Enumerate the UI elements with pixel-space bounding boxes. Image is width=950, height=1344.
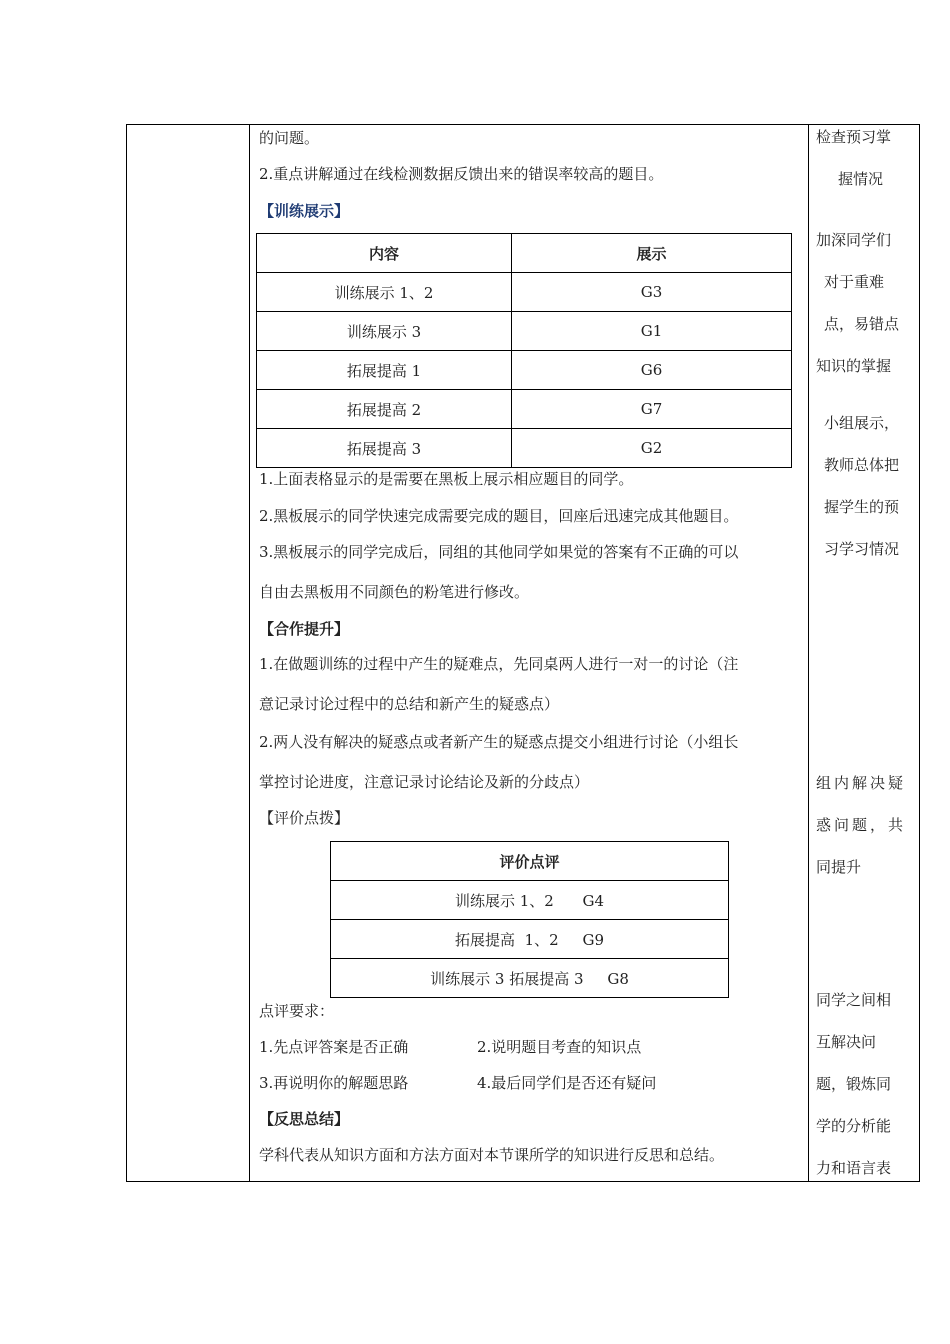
section-coop-heading: 【合作提升】 (259, 620, 350, 638)
side-note-line: 组内解决疑 (816, 774, 907, 792)
eval-requirement: 1.先点评答案是否正确 (259, 1038, 409, 1056)
side-note-line: 握学生的预 (824, 498, 900, 516)
column-divider-1 (249, 124, 250, 1181)
eval-table (330, 841, 729, 998)
side-note-line: 检查预习掌 (816, 128, 892, 146)
side-note-3 (816, 402, 916, 570)
side-note-line: 惑问题，共 (816, 816, 907, 834)
eval-table-header: 评价点评 (331, 842, 729, 881)
table-cell: G1 (512, 312, 792, 351)
side-note-line: 对于重难 (824, 273, 885, 291)
side-note-line: 力和语言表 (816, 1159, 892, 1177)
table-cell: 训练展示 1、2 (257, 273, 512, 312)
side-note-line: 点，易错点 (824, 315, 900, 333)
side-note-line: 加深同学们 (816, 231, 892, 249)
table-cell: 训练展示 3 (257, 312, 512, 351)
coop-note: 1.在做题训练的过程中产生的疑难点，先同桌两人进行一对一的讨论（注 (259, 655, 739, 673)
side-note-line: 学的分析能 (816, 1117, 892, 1135)
train-note: 2.黑板展示的同学快速完成需要完成的题目，回座后迅速完成其他题目。 (259, 507, 739, 525)
table-cell: 拓展提高 1 (257, 351, 512, 390)
side-note-4 (816, 762, 916, 888)
side-note-line: 同学之间相 (816, 991, 892, 1009)
training-table-header-show: 展示 (512, 234, 792, 273)
continued-text: 的问题。 (259, 129, 320, 147)
training-table-header-content: 内容 (257, 234, 512, 273)
side-note-line: 教师总体把 (824, 456, 900, 474)
coop-note: 掌控讨论进度，注意记录讨论结论及新的分歧点） (259, 773, 590, 791)
key-point-text: 2.重点讲解通过在线检测数据反馈出来的错误率较高的题目。 (259, 165, 664, 183)
train-note: 自由去黑板用不同颜色的粉笔进行修改。 (259, 583, 530, 601)
coop-note: 意记录讨论过程中的总结和新产生的疑惑点） (259, 695, 560, 713)
section-eval-heading: 【评价点拨】 (259, 809, 350, 827)
table-cell: 训练展示 1、2 G4 (331, 881, 729, 920)
table-cell: G3 (512, 273, 792, 312)
side-note-line: 题，锻炼同 (816, 1075, 892, 1093)
side-note-line: 互解决问 (816, 1033, 877, 1051)
train-note: 1.上面表格显示的是需要在黑板上展示相应题目的同学。 (259, 470, 634, 488)
side-note-line: 同提升 (816, 858, 862, 876)
table-cell: G6 (512, 351, 792, 390)
table-cell: G7 (512, 390, 792, 429)
coop-note: 2.两人没有解决的疑惑点或者新产生的疑惑点提交小组进行讨论（小组长 (259, 733, 739, 751)
table-cell: G2 (512, 429, 792, 468)
section-reflect-heading: 【反思总结】 (259, 1110, 350, 1128)
eval-requirement: 4.最后同学们是否还有疑问 (477, 1074, 657, 1092)
table-cell: 拓展提高 1、2 G9 (331, 920, 729, 959)
side-note-5 (816, 979, 916, 1189)
reflect-text: 学科代表从知识方面和方法方面对本节课所学的知识进行反思和总结。 (259, 1146, 725, 1164)
column-divider-2 (808, 124, 809, 1181)
training-table (256, 233, 792, 468)
train-note: 3.黑板展示的同学完成后，同组的其他同学如果觉的答案有不正确的可以 (259, 543, 739, 561)
section-training-heading: 【训练展示】 (259, 202, 350, 220)
side-note-line: 小组展示， (824, 414, 900, 432)
eval-requirement: 2.说明题目考查的知识点 (477, 1038, 642, 1056)
side-note-line: 习学习情况 (824, 540, 900, 558)
eval-requirement: 3.再说明你的解题思路 (259, 1074, 409, 1092)
eval-requirements-title: 点评要求： (259, 1002, 335, 1020)
table-cell: 训练展示 3 拓展提高 3 G8 (331, 959, 729, 998)
side-note-line: 知识的掌握 (816, 357, 892, 375)
side-note-line: 握情况 (838, 170, 884, 188)
table-cell: 拓展提高 3 (257, 429, 512, 468)
side-note-2 (816, 219, 916, 387)
table-cell: 拓展提高 2 (257, 390, 512, 429)
side-note-1 (816, 116, 916, 200)
